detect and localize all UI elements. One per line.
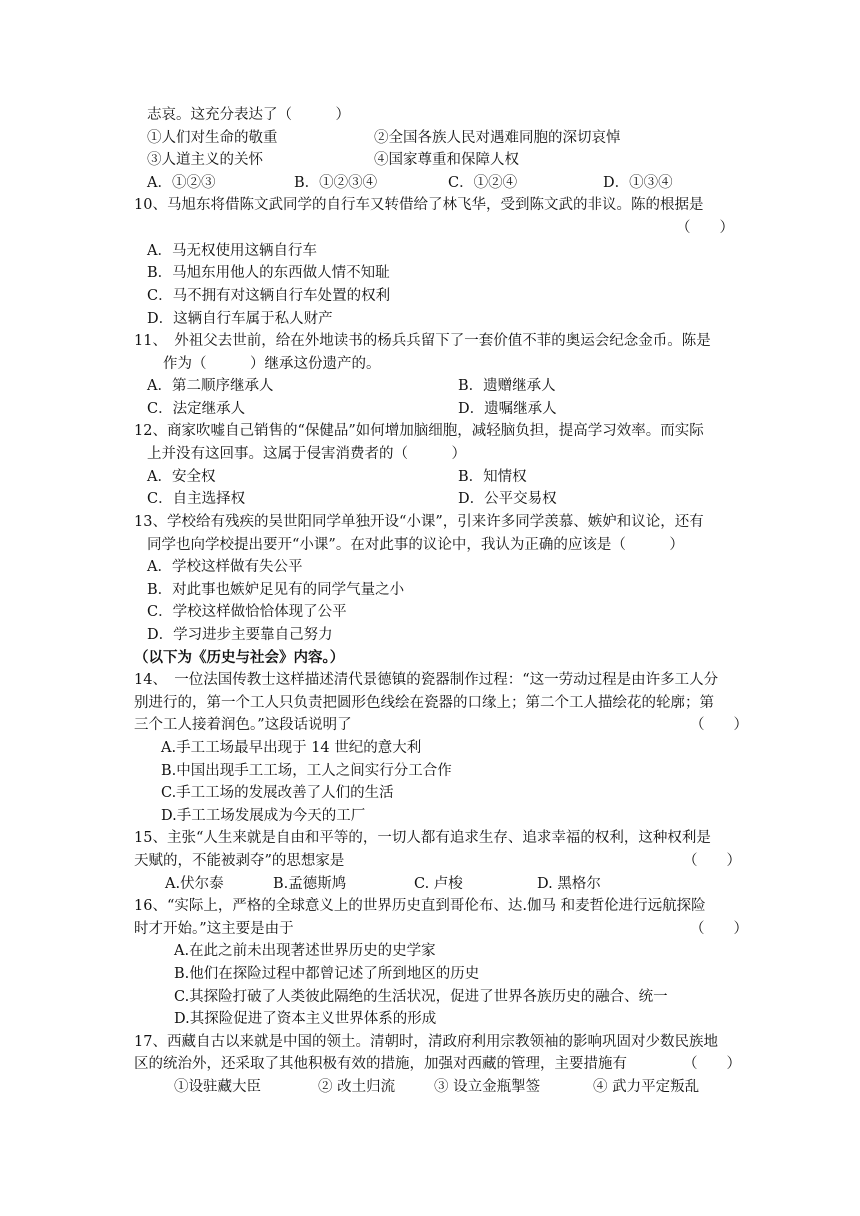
q12-stem-cont: 上并没有这回事。这属于侵害消费者的（ ） — [147, 446, 466, 462]
q11-stem: 11、 外祖父去世前，给在外地读书的杨兵兵留下了一套价值不菲的奥运会纪念金币。陈是 — [134, 333, 711, 349]
q11-option-a: A．第二顺序继承人 — [147, 378, 274, 394]
q17-answer-blank: （ ） — [683, 1056, 741, 1072]
q15-option-c: C. 卢梭 — [414, 876, 463, 892]
q14-option-d: D.手工工场发展成为今天的工厂 — [161, 808, 366, 824]
q14-option-b: B.中国出现手工工场，工人之间实行分工合作 — [161, 763, 452, 779]
q9-option-a: A．①②③ — [147, 175, 216, 191]
q13-option-b: B．对此事也嫉妒足见有的同学气量之小 — [147, 582, 405, 598]
q10-option-a: A．马无权使用这辆自行车 — [147, 243, 317, 259]
q13-option-a: A．学校这样做有失公平 — [147, 559, 303, 575]
q16-stem: 16、“实际上，严格的全球意义上的世界历史直到哥伦布、达.伽马 和麦哲伦进行远航探险 — [134, 898, 706, 914]
q17-option-1: ①设驻藏大臣 — [174, 1079, 261, 1095]
q13-option-d: D．学习进步主要靠自己努力 — [147, 627, 333, 643]
q11-stem-cont: 作为（ ）继承这份遗产的。 — [163, 356, 381, 372]
q10-stem: 10、马旭东将借陈文武同学的自行车又转借给了林飞华，受到陈文武的非议。陈的根据是 — [134, 197, 704, 213]
q14-stem: 14、 一位法国传教士这样描述清代景德镇的瓷器制作过程：“这一劳动过程是由许多工人分 — [134, 672, 719, 688]
q15-stem: 15、主张“人生来就是自由和平等的，一切人都有追求生存、追求幸福的权利，这种权利是 — [134, 830, 711, 846]
q16-option-a: A.在此之前未出现著述世界历史的史学家 — [174, 943, 436, 959]
q10-option-d: D．这辆自行车属于私人财产 — [147, 311, 333, 327]
q9-option-c: C．①②④ — [448, 175, 518, 191]
q16-answer-blank: （ ） — [690, 921, 748, 937]
q9-option-b: B．①②③④ — [294, 175, 378, 191]
q11-option-c: C．法定继承人 — [147, 401, 246, 417]
q9-statement-3: ③人道主义的关怀 — [147, 152, 263, 168]
q14-stem-cont-2: 三个工人接着润色。”这段话说明了 — [134, 717, 352, 733]
q12-option-d: D．公平交易权 — [458, 491, 557, 507]
q12-option-a: A．安全权 — [147, 469, 216, 485]
q13-option-c: C．学校这样做恰恰体现了公平 — [147, 604, 347, 620]
q9-option-d: D．①③④ — [603, 175, 673, 191]
q10-answer-blank: （ ） — [676, 220, 734, 236]
q15-option-a: A.伏尔泰 — [165, 876, 224, 892]
q12-option-c: C．自主选择权 — [147, 491, 246, 507]
q15-answer-blank: （ ） — [683, 853, 741, 869]
q9-statement-2: ②全国各族人民对遇难同胞的深切哀悼 — [374, 130, 621, 146]
q14-stem-cont-1: 别进行的，第一个工人只负责把圆形色线绘在瓷器的口缘上；第二个工人描绘花的轮廓；第 — [134, 695, 714, 711]
q14-option-c: C.手工工场的发展改善了人们的生活 — [161, 785, 394, 801]
q17-stem-cont: 区的统治外，还采取了其他积极有效的措施，加强对西藏的管理，主要措施有 — [134, 1056, 627, 1072]
q14-answer-blank: （ ） — [690, 717, 748, 733]
q16-stem-cont: 时才开始。”这主要是由于 — [134, 921, 294, 937]
q9-statement-1: ①人们对生命的敬重 — [147, 130, 278, 146]
q17-option-2: ② 改土归流 — [318, 1079, 396, 1095]
q10-option-b: B．马旭东用他人的东西做人情不知耻 — [147, 265, 390, 281]
q9-statement-4: ④国家尊重和保障人权 — [374, 152, 519, 168]
q13-stem-cont: 同学也向学校提出要开“小课”。在对此事的议论中，我认为正确的应该是（ ） — [147, 537, 684, 553]
q10-option-c: C．马不拥有对这辆自行车处置的权利 — [147, 288, 391, 304]
q13-stem: 13、学校给有残疾的吴世阳同学单独开设“小课”，引来许多同学羡慕、嫉妒和议论，还有 — [134, 514, 704, 530]
q16-option-c: C.其探险打破了人类彼此隔绝的生活状况，促进了世界各族历史的融合、统一 — [174, 989, 668, 1005]
q15-option-b: B.孟德斯鸠 — [273, 876, 347, 892]
q9-stem-tail: 志哀。这充分表达了（ ） — [147, 107, 350, 123]
q17-stem: 17、西藏自古以来就是中国的领土。清朝时，清政府利用宗教领袖的影响巩固对少数民族地 — [134, 1034, 718, 1050]
q16-option-b: B.他们在探险过程中都曾记述了所到地区的历史 — [174, 966, 480, 982]
q17-option-4: ④ 武力平定叛乱 — [593, 1079, 700, 1095]
q16-option-d: D.其探险促进了资本主义世界体系的形成 — [174, 1011, 437, 1027]
q14-option-a: A.手工工场最早出现于 14 世纪的意大利 — [161, 740, 422, 756]
q15-stem-cont: 天赋的，不能被剥夺”的思想家是 — [134, 853, 345, 869]
q12-option-b: B．知情权 — [458, 469, 527, 485]
section-heading: （以下为《历史与社会》内容。） — [134, 649, 345, 666]
q11-option-d: D．遗嘱继承人 — [458, 401, 557, 417]
q15-option-d: D. 黑格尔 — [537, 876, 601, 892]
q12-stem: 12、商家吹嘘自己销售的“保健品”如何增加脑细胞，减轻脑负担，提高学习效率。而实际 — [134, 423, 704, 439]
q17-option-3: ③ 设立金瓶掣签 — [434, 1079, 541, 1095]
q11-option-b: B．遗赠继承人 — [458, 378, 556, 394]
